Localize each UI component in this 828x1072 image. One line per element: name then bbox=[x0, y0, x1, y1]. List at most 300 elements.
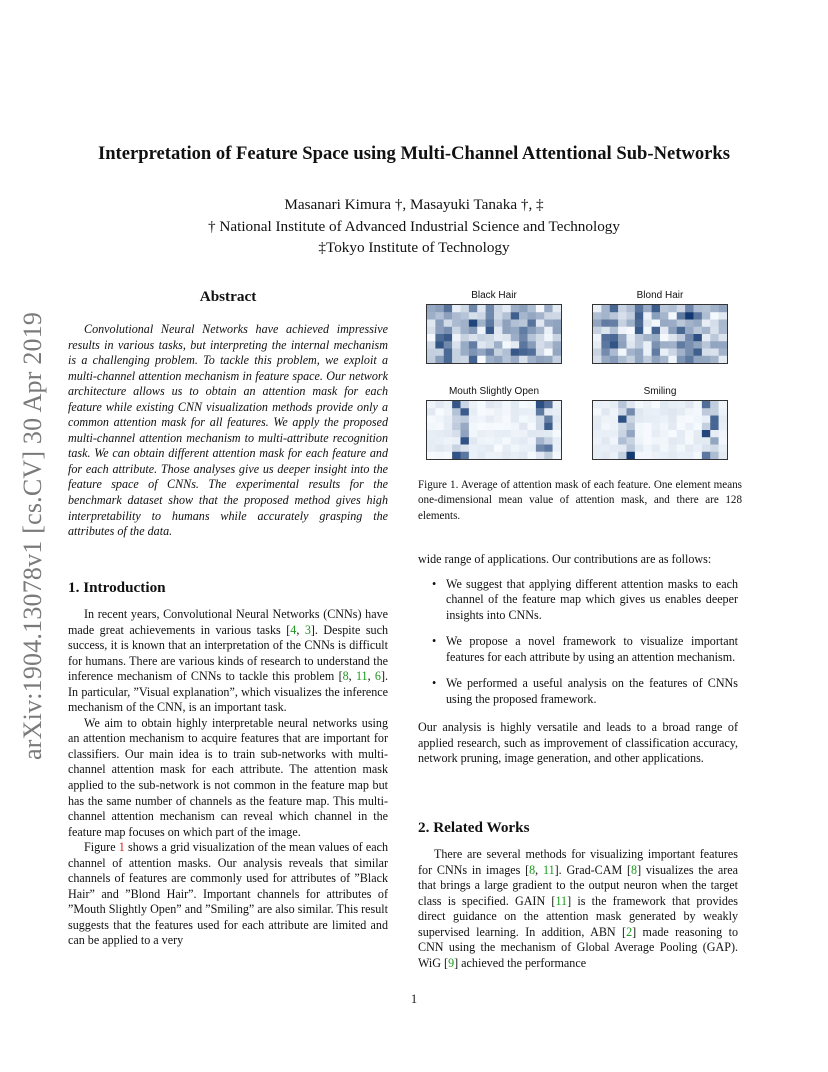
heatmap-cell bbox=[544, 416, 553, 423]
heatmap-cell bbox=[635, 430, 644, 437]
heatmap-cell bbox=[435, 445, 444, 452]
heatmap-cell bbox=[593, 437, 602, 444]
heatmap-cell bbox=[685, 401, 694, 408]
heatmap-cell bbox=[627, 423, 636, 430]
heatmap-cell bbox=[477, 445, 486, 452]
heatmap-cell bbox=[652, 305, 661, 312]
heatmap-cell bbox=[601, 341, 610, 348]
heatmap-cell bbox=[469, 349, 478, 356]
heatmap-cell bbox=[477, 349, 486, 356]
heatmap-cell bbox=[435, 430, 444, 437]
introduction-heading: 1. Introduction bbox=[68, 579, 166, 596]
heatmap-cell bbox=[511, 305, 520, 312]
heatmap-cell bbox=[435, 452, 444, 459]
heatmap-cell bbox=[668, 349, 677, 356]
heatmap-cell bbox=[511, 401, 520, 408]
heatmap-cell bbox=[502, 401, 511, 408]
heatmap-cell bbox=[494, 305, 503, 312]
heatmap-cell bbox=[519, 408, 528, 415]
heatmap-mouth-slightly-open bbox=[426, 400, 562, 460]
heatmap-cell bbox=[635, 356, 644, 363]
heatmap-cell bbox=[502, 341, 511, 348]
heatmap-cell bbox=[643, 408, 652, 415]
heatmap-cell bbox=[652, 312, 661, 319]
heatmap-cell bbox=[694, 401, 703, 408]
heatmap-cell bbox=[610, 408, 619, 415]
heatmap-cell bbox=[427, 445, 436, 452]
heatmap-cell bbox=[461, 408, 470, 415]
heatmap-cell bbox=[702, 341, 711, 348]
list-item bbox=[418, 577, 738, 624]
heatmap-cell bbox=[710, 416, 719, 423]
heatmap-cell bbox=[719, 334, 728, 341]
heatmap-cell bbox=[469, 356, 478, 363]
heatmap-cell bbox=[627, 327, 636, 334]
citation-link[interactable]: 4 bbox=[290, 622, 297, 637]
heatmap-cell bbox=[486, 305, 495, 312]
heatmap-cell bbox=[660, 312, 669, 319]
heatmap-cell bbox=[494, 423, 503, 430]
heatmap-cell bbox=[486, 401, 495, 408]
heatmap-cell bbox=[427, 408, 436, 415]
heatmap-cell bbox=[652, 341, 661, 348]
heatmap-cell bbox=[435, 320, 444, 327]
heatmap-cell bbox=[452, 437, 461, 444]
heatmap-cell bbox=[618, 408, 627, 415]
text-run: shows a grid visualization of the mean values of each channel of attention masks. Our analysis reveals that similar channels of features are commonly used for attributes of ”Black Hair” and ”Blond Hair”. Important channels for attributes of ”Mouth Slightly Open” and ”Smiling” are also similar. This result suggests that the features used for each attribute are limited and can be applied to a very bbox=[68, 840, 388, 948]
heatmap-cell bbox=[677, 349, 686, 356]
list-item bbox=[418, 634, 738, 665]
heatmap-cell bbox=[635, 401, 644, 408]
heatmap-cell bbox=[544, 423, 553, 430]
heatmap-cell bbox=[494, 327, 503, 334]
heatmap-cell bbox=[685, 408, 694, 415]
citation-link[interactable]: 3 bbox=[304, 622, 311, 637]
heatmap-cell bbox=[694, 356, 703, 363]
heatmap-cell bbox=[593, 305, 602, 312]
heatmap-cell bbox=[494, 320, 503, 327]
heatmap-cell bbox=[719, 445, 728, 452]
heatmap-cell bbox=[652, 408, 661, 415]
heatmap-cell bbox=[652, 445, 661, 452]
heatmap-cell bbox=[702, 408, 711, 415]
text-run: ] achieved the performance bbox=[454, 955, 587, 970]
heatmap-cell bbox=[461, 416, 470, 423]
bullet-icon: • bbox=[432, 676, 437, 691]
heatmap-cell bbox=[652, 320, 661, 327]
list-item bbox=[418, 676, 738, 707]
heatmap-cell bbox=[511, 341, 520, 348]
heatmap-cell bbox=[685, 423, 694, 430]
heatmap-cell bbox=[627, 416, 636, 423]
intro-paragraph-2: We aim to obtain highly interpretable neural networks using an attention mechanism to acquire features that are important for classifiers. Our main idea is to train sub-networks with multi-channel attention mask for each attribute. The attention mask applied to the sub-network is not common in the feature map but has the same number of channels as the feature map. This multi-channel attention mechanism can reveal which channel in the feature map focuses on which part of the image. bbox=[68, 715, 388, 839]
heatmap-cell bbox=[694, 423, 703, 430]
heatmap-cell bbox=[702, 401, 711, 408]
heatmap-cell bbox=[486, 312, 495, 319]
heatmap-cell bbox=[435, 327, 444, 334]
heatmap-cell bbox=[544, 320, 553, 327]
heatmap-cell bbox=[685, 437, 694, 444]
heatmap-cell bbox=[719, 312, 728, 319]
text-run: ]. Despite such success, it is known that an interpretation of the CNNs is difficult for humans. There are various kinds of research to understand the inference mechanism of CNNs to tackle this problem [ bbox=[68, 622, 389, 684]
heatmap-cell bbox=[502, 320, 511, 327]
heatmap-cell bbox=[710, 423, 719, 430]
heatmap-cell bbox=[536, 349, 545, 356]
heatmap-cell bbox=[668, 401, 677, 408]
heatmap-cell bbox=[593, 408, 602, 415]
heatmap-cell bbox=[528, 423, 537, 430]
heatmap-cell bbox=[643, 334, 652, 341]
citation-link[interactable]: 11 bbox=[355, 669, 368, 684]
heatmap-cell bbox=[519, 305, 528, 312]
heatmap-cell bbox=[710, 408, 719, 415]
heatmap-cell bbox=[536, 416, 545, 423]
heatmap-cell bbox=[610, 349, 619, 356]
heatmap-cell bbox=[528, 312, 537, 319]
heatmap-cell bbox=[601, 401, 610, 408]
heatmap-cell bbox=[685, 305, 694, 312]
heatmap-cell bbox=[477, 334, 486, 341]
citation-link[interactable]: 11 bbox=[542, 862, 555, 877]
abstract-heading: Abstract bbox=[199, 288, 257, 305]
heatmap-cell bbox=[477, 416, 486, 423]
heatmap-cell bbox=[677, 445, 686, 452]
heatmap-cell bbox=[593, 356, 602, 363]
heatmap-cell bbox=[677, 341, 686, 348]
heatmap-cell bbox=[652, 430, 661, 437]
heatmap-cell bbox=[677, 305, 686, 312]
heatmap-cell bbox=[719, 437, 728, 444]
heatmap-cell bbox=[444, 437, 453, 444]
heatmap-cell bbox=[710, 327, 719, 334]
heatmap-cell bbox=[593, 312, 602, 319]
heatmap-cell bbox=[702, 305, 711, 312]
citation-link[interactable]: 8 bbox=[342, 669, 349, 684]
heatmap-cell bbox=[469, 423, 478, 430]
heatmap-cell bbox=[477, 327, 486, 334]
heatmap-cell bbox=[660, 452, 669, 459]
heatmap-cell bbox=[627, 437, 636, 444]
heatmap-cell bbox=[435, 334, 444, 341]
heatmap-cell bbox=[660, 334, 669, 341]
related-works-body bbox=[418, 847, 738, 971]
heatmap-smiling bbox=[592, 400, 728, 460]
text-run: , bbox=[535, 862, 543, 877]
heatmap-cell bbox=[593, 349, 602, 356]
heatmap-cell bbox=[652, 437, 661, 444]
citation-link[interactable]: 8 bbox=[529, 862, 536, 877]
heatmap-cell bbox=[593, 341, 602, 348]
text-run: , bbox=[348, 669, 356, 684]
heatmap-cell bbox=[553, 452, 562, 459]
heatmap-cell bbox=[694, 445, 703, 452]
heatmap-cell bbox=[668, 437, 677, 444]
heatmap-cell bbox=[519, 430, 528, 437]
heatmap-cell bbox=[536, 437, 545, 444]
heatmap-cell bbox=[536, 341, 545, 348]
heatmap-cell bbox=[553, 416, 562, 423]
heatmap-cell bbox=[536, 320, 545, 327]
heatmap-cell bbox=[685, 356, 694, 363]
heatmap-cell bbox=[618, 452, 627, 459]
heatmap-cell bbox=[610, 452, 619, 459]
heatmap-cell bbox=[677, 401, 686, 408]
arxiv-identifier: arXiv:1904.13078v1 [cs.CV] 30 Apr 2019 bbox=[18, 311, 47, 760]
heatmap-cell bbox=[685, 320, 694, 327]
heatmap-cell bbox=[477, 401, 486, 408]
heatmap-cell bbox=[660, 327, 669, 334]
heatmap-cell bbox=[502, 445, 511, 452]
text-run: ]. Grad-CAM [ bbox=[554, 862, 632, 877]
heatmap-cell bbox=[427, 327, 436, 334]
heatmap-cell bbox=[553, 401, 562, 408]
heatmap-cell bbox=[536, 408, 545, 415]
heatmap-cell bbox=[660, 305, 669, 312]
heatmap-cell bbox=[519, 437, 528, 444]
heatmap-cell bbox=[502, 423, 511, 430]
introduction-body bbox=[68, 607, 388, 949]
heatmap-cell bbox=[627, 430, 636, 437]
heatmap-cell bbox=[710, 334, 719, 341]
heatmap-cell bbox=[469, 445, 478, 452]
heatmap-cell bbox=[477, 312, 486, 319]
heatmap-cell bbox=[677, 408, 686, 415]
heatmap-cell bbox=[643, 312, 652, 319]
heatmap-cell bbox=[685, 334, 694, 341]
heatmap-cell bbox=[477, 430, 486, 437]
heatmap-cell bbox=[660, 356, 669, 363]
heatmap-cell bbox=[486, 452, 495, 459]
citation-link[interactable]: 6 bbox=[374, 669, 381, 684]
citation-link[interactable]: 11 bbox=[555, 893, 568, 908]
heatmap-cell bbox=[435, 437, 444, 444]
heatmap-cell bbox=[685, 452, 694, 459]
heatmap-cell bbox=[528, 341, 537, 348]
citation-link[interactable]: 2 bbox=[626, 924, 633, 939]
heatmap-cell bbox=[494, 452, 503, 459]
heatmap-cell bbox=[610, 312, 619, 319]
heatmap-cell bbox=[702, 312, 711, 319]
heatmap-cell bbox=[710, 445, 719, 452]
heatmap-cell bbox=[553, 423, 562, 430]
heatmap-cell bbox=[601, 334, 610, 341]
heatmap-cell bbox=[694, 334, 703, 341]
heatmap-cell bbox=[627, 401, 636, 408]
heatmap-cell bbox=[435, 312, 444, 319]
heatmap-panel-smiling bbox=[592, 386, 728, 462]
heatmap-cell bbox=[668, 341, 677, 348]
heatmap-cell bbox=[719, 349, 728, 356]
heatmap-cell bbox=[427, 401, 436, 408]
heatmap-cell bbox=[528, 356, 537, 363]
heatmap-cell bbox=[635, 341, 644, 348]
heatmap-cell bbox=[452, 423, 461, 430]
heatmap-cell bbox=[652, 356, 661, 363]
heatmap-cell bbox=[610, 430, 619, 437]
heatmap-cell bbox=[702, 452, 711, 459]
heatmap-cell bbox=[618, 423, 627, 430]
text-run: ] is the framework that provides direct guidance on the attention mask generated by weakly supervised learning. In addition, ABN [ bbox=[418, 893, 738, 939]
heatmap-cell bbox=[677, 437, 686, 444]
author-names: Masanari Kimura †, Masayuki Tanaka †, ‡ bbox=[284, 196, 544, 213]
heatmap-cell bbox=[486, 356, 495, 363]
heatmap-cell bbox=[502, 327, 511, 334]
heatmap-cell bbox=[677, 320, 686, 327]
heatmap-cell bbox=[528, 408, 537, 415]
heatmap-cell bbox=[694, 305, 703, 312]
heatmap-cell bbox=[668, 305, 677, 312]
heatmap-cell bbox=[536, 356, 545, 363]
heatmap-cell bbox=[593, 416, 602, 423]
heatmap-cell bbox=[694, 416, 703, 423]
heatmap-cell bbox=[601, 452, 610, 459]
heatmap-cell bbox=[710, 437, 719, 444]
heatmap-cell bbox=[553, 356, 562, 363]
heatmap-cell bbox=[502, 349, 511, 356]
heatmap-cell bbox=[444, 401, 453, 408]
heatmap-cell bbox=[710, 452, 719, 459]
heatmap-black-hair bbox=[426, 304, 562, 364]
heatmap-cell bbox=[536, 401, 545, 408]
heatmap-cell bbox=[635, 320, 644, 327]
heatmap-cell bbox=[618, 349, 627, 356]
heatmap-cell bbox=[477, 437, 486, 444]
heatmap-cell bbox=[610, 305, 619, 312]
figure-reference-link[interactable]: 1 bbox=[118, 840, 125, 855]
heatmap-cell bbox=[677, 312, 686, 319]
heatmap-cell bbox=[461, 334, 470, 341]
heatmap-cell bbox=[502, 437, 511, 444]
heatmap-cell bbox=[553, 305, 562, 312]
heatmap-cell bbox=[511, 408, 520, 415]
heatmap-cell bbox=[618, 341, 627, 348]
heatmap-cell bbox=[528, 452, 537, 459]
heatmap-cell bbox=[719, 327, 728, 334]
heatmap-cell bbox=[593, 327, 602, 334]
heatmap-cell bbox=[601, 408, 610, 415]
heatmap-cell bbox=[553, 320, 562, 327]
heatmap-cell bbox=[677, 416, 686, 423]
heatmap-cell bbox=[643, 349, 652, 356]
heatmap-cell bbox=[461, 320, 470, 327]
heatmap-cell bbox=[601, 430, 610, 437]
heatmap-blond-hair bbox=[592, 304, 728, 364]
text-run: There are several methods for visualizing important features for CNNs in images [ bbox=[418, 847, 738, 877]
heatmap-cell bbox=[618, 356, 627, 363]
page-number: 1 bbox=[410, 992, 418, 1006]
text-run: ] visualizes the area that brings a large gradient to the output neuron when the target class is specified. GAIN [ bbox=[418, 862, 738, 908]
heatmap-cell bbox=[486, 327, 495, 334]
heatmap-cell bbox=[444, 312, 453, 319]
heatmap-cell bbox=[469, 334, 478, 341]
heatmap-cell bbox=[627, 341, 636, 348]
heatmap-cell bbox=[660, 430, 669, 437]
citation-link[interactable]: 9 bbox=[448, 955, 455, 970]
heatmap-panel-black-hair bbox=[426, 290, 562, 366]
heatmap-cell bbox=[660, 401, 669, 408]
heatmap-cell bbox=[461, 349, 470, 356]
heatmap-cell bbox=[452, 341, 461, 348]
heatmap-cell bbox=[502, 416, 511, 423]
heatmap-cell bbox=[528, 320, 537, 327]
list-item-text: We propose a novel framework to visualize important features for each attribute by using an attention mechanism. bbox=[446, 634, 738, 664]
heatmap-cell bbox=[553, 341, 562, 348]
heatmap-cell bbox=[702, 430, 711, 437]
heatmap-cell bbox=[536, 452, 545, 459]
heatmap-cell bbox=[635, 334, 644, 341]
heatmap-cell bbox=[677, 423, 686, 430]
heatmap-cell bbox=[477, 408, 486, 415]
heatmap-cell bbox=[719, 356, 728, 363]
heatmap-cell bbox=[685, 416, 694, 423]
heatmap-cell bbox=[677, 430, 686, 437]
heatmap-cell bbox=[519, 327, 528, 334]
abstract-text: Convolutional Neural Networks have achieved impressive results in various tasks, but interpreting the internal mechanism is a challenging problem. To tackle this problem, we exploit a multi-channel attention mechanism in feature space. Our network architecture allows us to obtain an attention mask for each feature while existing CNN visualization methods provide only a common attention mask for all features. We apply the proposed multi-channel attention mechanism to multi-attribute recognition task. We can obtain different attention mask for each feature and for each attribute. Those analyses give us deeper insight into the feature space of CNNs. The experimental results for the benchmark dataset show that the proposed method gives high interpretability to humans while accurately grasping the attributes of the data. bbox=[68, 322, 388, 539]
heatmap-cell bbox=[511, 334, 520, 341]
heatmap-cell bbox=[494, 408, 503, 415]
heatmap-cell bbox=[486, 349, 495, 356]
bullet-icon: • bbox=[432, 576, 437, 591]
heatmap-cell bbox=[710, 341, 719, 348]
heatmap-cell bbox=[694, 341, 703, 348]
heatmap-cell bbox=[601, 356, 610, 363]
heatmap-cell bbox=[593, 430, 602, 437]
heatmap-cell bbox=[643, 341, 652, 348]
heatmap-cell bbox=[444, 430, 453, 437]
heatmap-cell bbox=[685, 430, 694, 437]
heatmap-cell bbox=[519, 416, 528, 423]
heatmap-cell bbox=[652, 349, 661, 356]
heatmap-cell bbox=[544, 445, 553, 452]
heatmap-cell bbox=[427, 334, 436, 341]
heatmap-cell bbox=[494, 430, 503, 437]
heatmap-panel-mouth-slightly-open bbox=[426, 386, 562, 462]
panel-title: Mouth Slightly Open bbox=[448, 386, 540, 397]
heatmap-cell bbox=[643, 305, 652, 312]
citation-link[interactable]: 8 bbox=[631, 862, 638, 877]
heatmap-cell bbox=[635, 416, 644, 423]
heatmap-cell bbox=[536, 305, 545, 312]
heatmap-cell bbox=[511, 437, 520, 444]
heatmap-cell bbox=[618, 312, 627, 319]
heatmap-cell bbox=[528, 445, 537, 452]
heatmap-cell bbox=[511, 452, 520, 459]
heatmap-cell bbox=[444, 327, 453, 334]
heatmap-cell bbox=[461, 452, 470, 459]
heatmap-cell bbox=[494, 356, 503, 363]
heatmap-cell bbox=[668, 320, 677, 327]
heatmap-cell bbox=[553, 437, 562, 444]
heatmap-cell bbox=[618, 416, 627, 423]
heatmap-cell bbox=[494, 445, 503, 452]
heatmap-cell bbox=[601, 349, 610, 356]
heatmap-cell bbox=[461, 305, 470, 312]
heatmap-cell bbox=[635, 349, 644, 356]
heatmap-cell bbox=[435, 341, 444, 348]
heatmap-cell bbox=[601, 423, 610, 430]
heatmap-cell bbox=[452, 327, 461, 334]
heatmap-cell bbox=[486, 341, 495, 348]
heatmap-cell bbox=[618, 327, 627, 334]
heatmap-cell bbox=[469, 320, 478, 327]
heatmap-cell bbox=[635, 312, 644, 319]
heatmap-cell bbox=[694, 452, 703, 459]
heatmap-cell bbox=[519, 334, 528, 341]
heatmap-cell bbox=[694, 320, 703, 327]
heatmap-cell bbox=[444, 334, 453, 341]
heatmap-cell bbox=[427, 305, 436, 312]
heatmap-cell bbox=[668, 416, 677, 423]
